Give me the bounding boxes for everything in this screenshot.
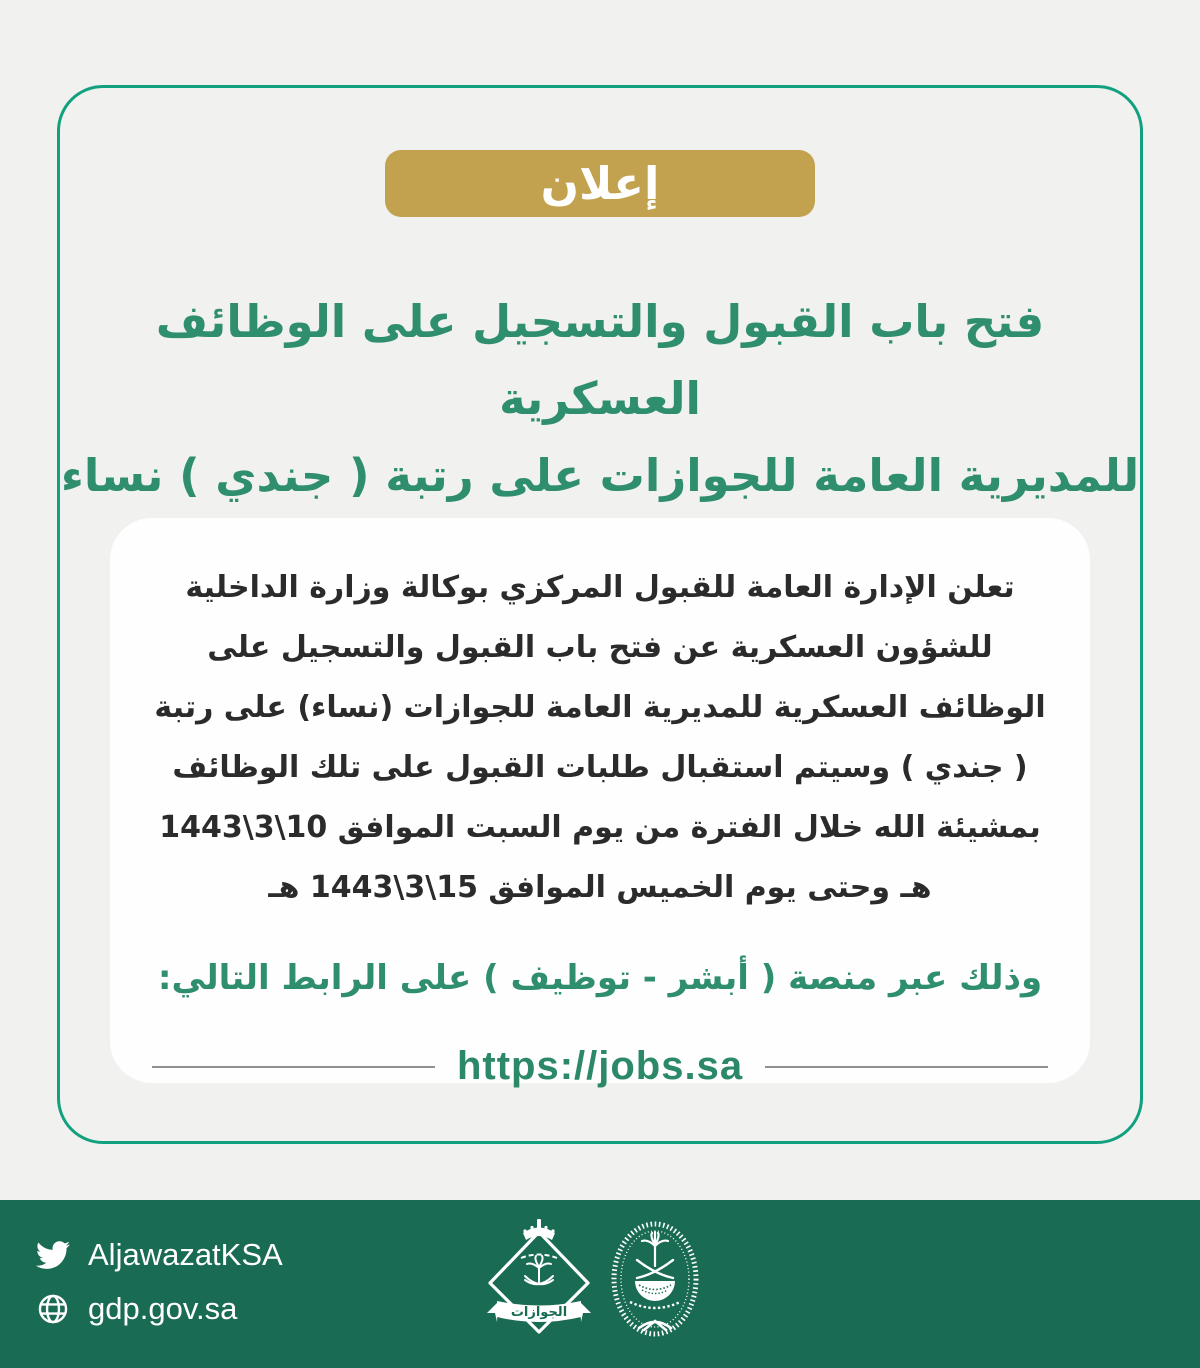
link-row: [152, 1044, 1048, 1089]
twitter-handle-label: AljawazatKSA: [88, 1237, 283, 1272]
announcement-body-text: تعلن الإدارة العامة للقبول المركزي بوكالة وزارة الداخلية للشؤون العسكرية عن فتح باب القبول والتسجيل على الوظائف العسكرية للمديرية العامة للجوازات (نساء) على رتبة ( جندي ) وسيتم استقبال طلبات القبول على تلك الوظائف بمشيئة الله خلال الفترة من يوم السبت الموافق 10\3\1443 هـ وحتى يوم الخميس الموافق 15\3\1443 هـ: [154, 570, 1046, 905]
divider-line-left: [152, 1066, 435, 1068]
twitter-icon: [36, 1238, 70, 1272]
footer-bar: [0, 1200, 1200, 1368]
page-title: [60, 283, 1140, 514]
platform-line: وذلك عبر منصة ( أبشر - توظيف ) على الرابط التالي:: [157, 958, 1043, 998]
title-line-2: للمديرية العامة للجوازات على رتبة ( جندي ) نساء: [60, 449, 1140, 502]
divider-line-right: [765, 1066, 1048, 1068]
announcement-badge: [385, 150, 815, 217]
jawazat-banner-label: الجوازات: [510, 1305, 568, 1320]
title-line-1: فتح باب القبول والتسجيل على الوظائف العسكرية: [155, 295, 1045, 425]
globe-icon: [36, 1292, 70, 1326]
website-label: gdp.gov.sa: [88, 1291, 238, 1326]
badge-label: إعلان: [540, 157, 660, 210]
twitter-handle-link[interactable]: [36, 1234, 283, 1276]
website-link[interactable]: [36, 1288, 283, 1330]
ribbon-banner: [487, 1301, 591, 1322]
crown-icon: [523, 1219, 555, 1240]
jawazat-logo: [484, 1216, 594, 1338]
announcement-card: [110, 518, 1090, 1088]
ministry-of-interior-logo: [606, 1218, 704, 1344]
social-links: [36, 1234, 283, 1330]
jobs-link[interactable]: https://jobs.sa: [456, 1044, 744, 1088]
